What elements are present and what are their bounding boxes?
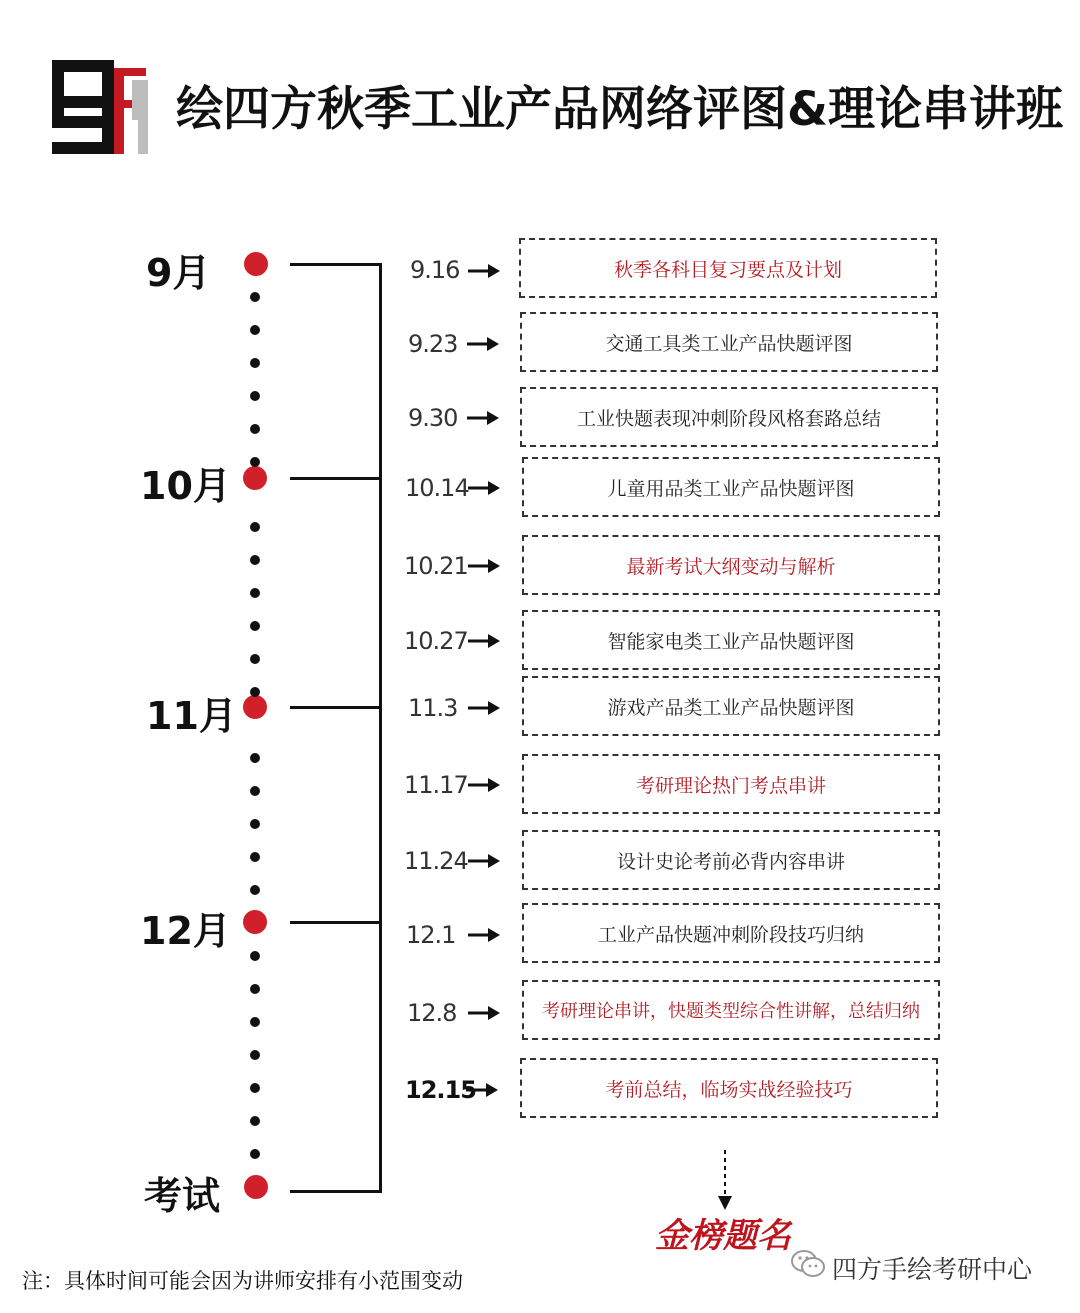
arrow-right-icon — [468, 1006, 500, 1020]
milestone-dot-oct — [243, 466, 267, 490]
timeline-dot — [250, 1116, 260, 1126]
bracket-spine — [379, 263, 382, 1193]
arrow-right-icon — [468, 559, 500, 573]
session-date: 10.27 — [404, 627, 468, 655]
month-label-dec: 12月 — [140, 909, 231, 953]
session-topic: 设计史论考前必背内容串讲 — [522, 830, 940, 890]
timeline-dot — [250, 687, 260, 697]
timeline-dot — [250, 325, 260, 335]
arrow-right-icon — [468, 264, 500, 278]
milestone-dot-sep — [244, 252, 268, 276]
timeline-dot — [250, 753, 260, 763]
session-topic: 儿童用品类工业产品快题评图 — [522, 457, 940, 517]
timeline-dot — [250, 951, 260, 961]
session-date: 9.30 — [408, 404, 458, 432]
page-title: 绘四方秋季工业产品网络评图&理论串讲班 — [176, 82, 1063, 137]
timeline-dot — [250, 984, 260, 994]
session-topic: 秋季各科目复习要点及计划 — [519, 238, 937, 298]
arrow-right-icon — [468, 701, 500, 715]
session-topic: 智能家电类工业产品快题评图 — [522, 610, 940, 670]
timeline-dot — [250, 1149, 260, 1159]
timeline-dot — [250, 588, 260, 598]
session-date: 9.16 — [410, 256, 460, 284]
session-date: 10.21 — [404, 552, 468, 580]
milestone-dot-exam — [244, 1175, 268, 1199]
timeline-dot — [250, 522, 260, 532]
arrow-right-icon — [468, 481, 500, 495]
footer-note: 注：具体时间可能会因为讲师安排有小范围变动 — [22, 1269, 463, 1293]
milestone-dot-dec — [243, 910, 267, 934]
timeline-dot — [250, 457, 260, 467]
timeline-dot — [250, 885, 260, 895]
session-date: 12.15 — [405, 1076, 476, 1104]
timeline-dot — [250, 1017, 260, 1027]
session-topic: 交通工具类工业产品快题评图 — [520, 312, 938, 372]
arrow-right-icon — [467, 411, 499, 425]
month-label-exam: 考试 — [144, 1174, 221, 1218]
timeline-dot — [250, 391, 260, 401]
bracket-line-exam — [290, 1190, 382, 1193]
milestone-dot-nov — [243, 695, 267, 719]
arrow-right-icon — [468, 634, 500, 648]
bracket-line-dec — [290, 921, 382, 924]
arrow-down-icon — [718, 1150, 732, 1210]
session-topic: 工业产品快题冲刺阶段技巧归纳 — [522, 903, 940, 963]
timeline-dot — [250, 1083, 260, 1093]
account-name: 四方手绘考研中心 — [832, 1255, 1033, 1284]
session-topic: 工业快题表现冲刺阶段风格套路总结 — [520, 387, 938, 447]
bracket-line-nov — [290, 706, 382, 709]
session-topic: 考研理论热门考点串讲 — [522, 754, 940, 814]
session-topic: 游戏产品类工业产品快题评图 — [522, 676, 940, 736]
arrow-right-icon — [468, 928, 500, 942]
timeline-dot — [250, 786, 260, 796]
timeline-dot — [250, 654, 260, 664]
timeline-dot — [250, 555, 260, 565]
arrow-right-icon — [466, 1083, 498, 1097]
session-topic: 最新考试大纲变动与解析 — [522, 535, 940, 595]
timeline-dot — [250, 424, 260, 434]
bracket-line-oct — [290, 477, 382, 480]
timeline-dot — [250, 852, 260, 862]
month-label-sep: 9月 — [146, 251, 211, 295]
bracket-line-sep — [290, 263, 382, 266]
month-label-nov: 11月 — [146, 694, 237, 738]
wechat-icon — [790, 1248, 826, 1280]
timeline-dot — [250, 1050, 260, 1060]
session-date: 11.17 — [404, 771, 468, 799]
session-date: 12.8 — [407, 999, 457, 1027]
session-date: 12.1 — [406, 921, 456, 949]
arrow-right-icon — [468, 854, 500, 868]
timeline-dot — [250, 358, 260, 368]
session-topic: 考前总结，临场实战经验技巧 — [520, 1058, 938, 1118]
final-slogan: 金榜题名 — [655, 1216, 791, 1256]
timeline-dot — [250, 819, 260, 829]
timeline-dot — [250, 621, 260, 631]
arrow-right-icon — [467, 337, 499, 351]
arrow-right-icon — [468, 778, 500, 792]
session-date: 11.24 — [404, 847, 468, 875]
brand-logo — [52, 60, 152, 154]
session-date: 9.23 — [408, 330, 458, 358]
month-label-oct: 10月 — [140, 464, 231, 508]
session-date: 10.14 — [405, 474, 469, 502]
timeline-dot — [250, 292, 260, 302]
session-topic: 考研理论串讲，快题类型综合性讲解，总结归纳 — [522, 980, 940, 1040]
session-date: 11.3 — [408, 694, 458, 722]
